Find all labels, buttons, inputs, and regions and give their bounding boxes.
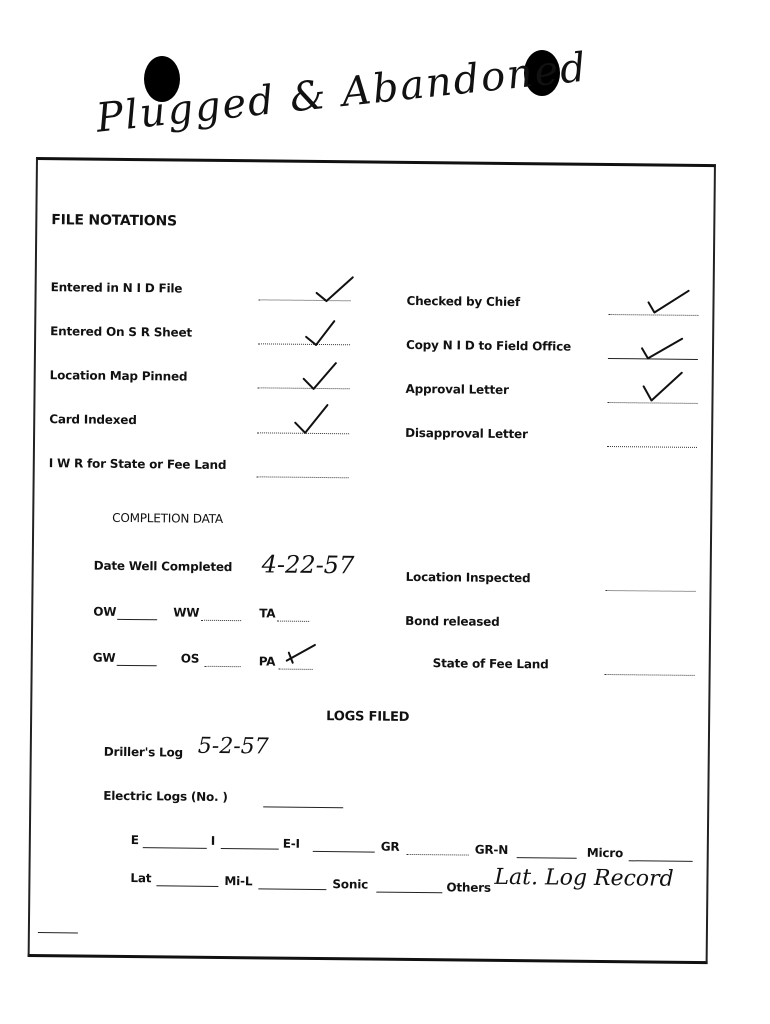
- gw-line: [117, 665, 157, 666]
- check-mark-icon: [646, 286, 690, 314]
- check-mark-icon: [641, 370, 685, 402]
- bottom-margin-line: [38, 932, 78, 933]
- ow-line: [117, 619, 157, 620]
- log-e-line: [143, 847, 207, 849]
- os-line: [205, 666, 241, 667]
- log-sonic-label: Sonic: [332, 877, 369, 892]
- check-mark-icon: [314, 275, 354, 303]
- log-lat-line: [156, 885, 218, 887]
- log-grn-line: [517, 857, 577, 859]
- check-mark-icon: [302, 361, 342, 391]
- gw-label: GW: [92, 650, 116, 665]
- electric-logs-label: Electric Logs (No. ): [103, 788, 228, 805]
- disapproval-line: [607, 446, 697, 448]
- entered-sr-label: Entered On S R Sheet: [50, 324, 193, 340]
- log-others-label: Others: [446, 880, 491, 895]
- electric-logs-line: [263, 806, 343, 808]
- log-ei-line: [313, 851, 375, 853]
- log-ei-label: E-I: [282, 836, 300, 851]
- bond-released-label: Bond released: [405, 613, 500, 629]
- log-others-value: Lat. Log Record: [494, 864, 674, 892]
- log-gr-line: [407, 854, 469, 856]
- disapproval-letter-label: Disapproval Letter: [405, 425, 528, 442]
- iwr-label: I W R for State or Fee Land: [48, 456, 227, 473]
- pa-label: PA: [258, 654, 276, 669]
- completion-data-heading: COMPLETION DATA: [112, 510, 223, 526]
- log-micro-line: [629, 860, 693, 862]
- pa-line: [279, 669, 313, 670]
- copy-nid-label: Copy N I D to Field Office: [405, 337, 572, 354]
- checked-by-chief-label: Checked by Chief: [406, 293, 520, 310]
- log-mil-label: Mi-L: [224, 874, 253, 889]
- log-gr-label: GR: [380, 839, 400, 854]
- logs-filed-heading: LOGS FILED: [326, 709, 410, 725]
- iwr-line: [257, 476, 349, 478]
- ta-label: TA: [259, 606, 276, 621]
- approval-letter-label: Approval Letter: [405, 381, 509, 397]
- log-e-label: E: [130, 833, 139, 848]
- drillers-log-label: Driller's Log: [103, 744, 184, 760]
- check-mark-icon: [285, 641, 317, 665]
- check-mark-icon: [304, 319, 344, 347]
- log-i-line: [221, 848, 279, 850]
- wv-line: [201, 620, 241, 621]
- state-fee-land-line: [605, 674, 695, 676]
- wv-label: WW: [173, 605, 200, 620]
- date-well-completed-value: 4-22-57: [261, 550, 355, 580]
- state-fee-land-label: State of Fee Land: [432, 656, 549, 672]
- ow-label: OW: [93, 604, 117, 619]
- file-notations-card: [28, 157, 716, 964]
- log-mil-line: [258, 888, 326, 890]
- ta-line: [277, 621, 309, 622]
- drillers-log-value: 5-2-57: [197, 733, 269, 760]
- card-indexed-label: Card Indexed: [49, 412, 137, 428]
- os-label: OS: [180, 651, 200, 666]
- location-inspected-line: [605, 590, 695, 592]
- log-i-label: I: [210, 833, 216, 848]
- log-sonic-line: [376, 892, 442, 894]
- date-well-completed-label: Date Well Completed: [93, 558, 233, 575]
- card-title: FILE NOTATIONS: [51, 212, 178, 230]
- location-map-label: Location Map Pinned: [49, 368, 188, 384]
- location-inspected-label: Location Inspected: [405, 569, 531, 586]
- log-lat-label: Lat: [130, 871, 152, 886]
- check-mark-icon: [293, 403, 333, 435]
- entered-nid-label: Entered in N I D File: [50, 280, 183, 296]
- log-micro-label: Micro: [586, 845, 624, 861]
- handwritten-title-text: Plugged & Abandoned: [94, 44, 590, 142]
- log-grn-label: GR-N: [474, 842, 509, 857]
- check-mark-icon: [640, 332, 684, 360]
